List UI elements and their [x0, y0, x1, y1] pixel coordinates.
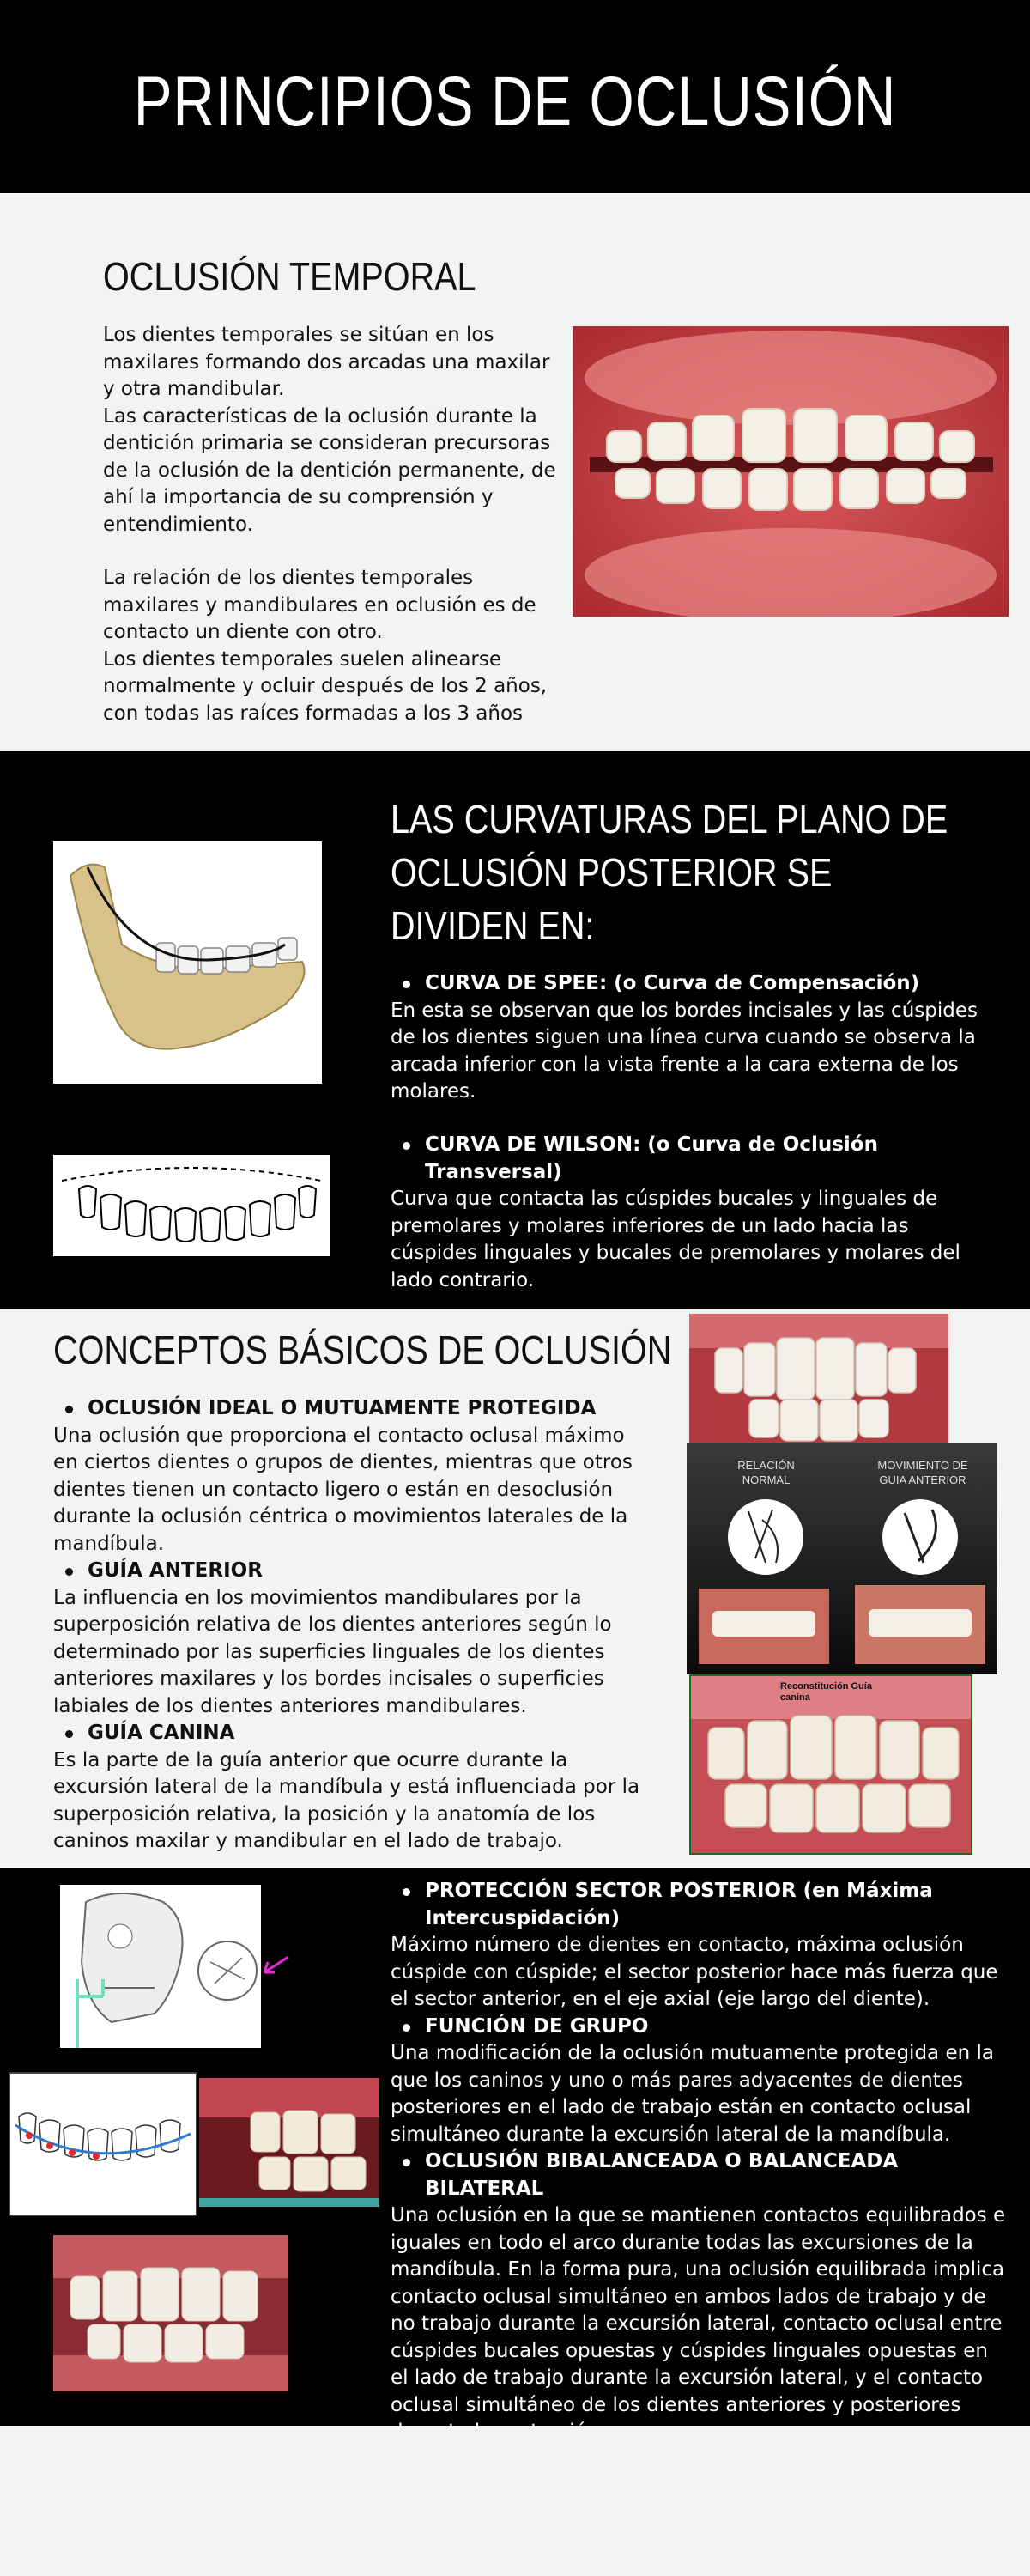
bullet-title: CURVA DE SPEE: (o Curva de Compensación) — [391, 970, 983, 998]
arrow-icon — [258, 1953, 292, 1979]
bullet-text: Es la parte de la guía anterior que ocurre durante la excursión lateral de la mandíbula y está influenciada por la superposición relativa, la posición y la anatomía de los caninos maxilar y mandibular en el lado de trabajo. — [53, 1748, 640, 1852]
primary-teeth-photo — [573, 326, 1009, 617]
paragraph: Los dientes temporales se sitúan en los maxilares formando dos arcadas una maxilar y otra mandibular. — [103, 324, 550, 400]
section-title: LAS CURVATURAS DEL PLANO DE OCLUSIÓN POSTERIOR SE DIVIDEN EN: — [391, 797, 948, 948]
page-title: PRINCIPIOS DE OCLUSIÓN — [133, 63, 897, 141]
group-function-illustration — [9, 2072, 197, 2216]
posterior-text — [391, 1878, 1009, 2446]
paragraph: Las características de la oclusión durante la dentición primaria se consideran precursoras de la oclusión de la dentición permanente, de ahí la importancia de su comprensión y entendimiento. — [103, 404, 556, 536]
section-title: OCLUSIÓN TEMPORAL — [103, 254, 476, 299]
bullet-text: En esta se observan que los bordes incisales y las cúspides de los dientes siguen una línea curva cuando se observa la arcada inferior con la vista frente a la cara externa de los molares. — [391, 999, 978, 1103]
bullet-title: CURVA DE WILSON: (o Curva de Oclusión Transversal) — [391, 1132, 983, 1186]
diagram-label: RELACIÓN NORMAL — [737, 1459, 795, 1486]
curva-spee-block — [391, 970, 983, 1106]
smile-photo — [689, 1314, 948, 1447]
bullet-title: GUÍA ANTERIOR — [53, 1558, 654, 1585]
dental-arch-illustration — [53, 1155, 330, 1256]
curva-wilson-block — [391, 1132, 983, 1294]
bullet-text: Curva que contacta las cúspides bucales y linguales de premolares y molares inferiores de un lado hacia las cúspides linguales y bucales de premolares y molares del lado contrario. — [391, 1188, 960, 1291]
section-proteccion-posterior — [0, 1868, 1030, 2426]
section-title: CONCEPTOS BÁSICOS DE OCLUSIÓN — [53, 1327, 672, 1372]
section-text — [103, 322, 558, 727]
bullet-text: Una modificación de la oclusión mutuamente protegida en la que los caninos y uno o más pares adyacentes de dientes posteriores en el lado de trabajo están en contacto oclusal simultáneo durante la excursión lateral de la mandíbula. — [391, 2042, 994, 2146]
bilateral-balance-photo — [53, 2235, 288, 2391]
canine-guide-photo — [689, 1674, 972, 1855]
bullet-title: FUNCIÓN DE GRUPO — [391, 2014, 1009, 2041]
bullet-text: Una oclusión en la que se mantienen contactos equilibrados e iguales en todo el arco durante todas las excursiones de la mandíbula. En la forma pura, una oclusión equilibrada implica contacto oclusal simultáneo en ambos lados de trabajo y de no trabajo durante la excursión lateral, contacto oclusal entre cúspides bucales opuestas y cúspides linguales opuestas en el lado de trabajo durante la excursión lateral, y el contacto oclusal simultáneo de los dientes anteriores y posteriores — [391, 2204, 1006, 2416]
lateral-teeth-photo — [199, 2078, 379, 2207]
bullet-title: GUÍA CANINA — [53, 1720, 654, 1747]
bullet-text: Máximo número de dientes en contacto, máxima oclusión cúspide con cúspide; el sector posterior hace más fuerza que el sector anterior, en el eje axial (eje largo del diente). — [391, 1934, 998, 2010]
bullet-text: La influencia en los movimientos mandibulares por la superposición relativa de los dientes anteriores según lo determinado por las superficies linguales de los dientes anteriores maxilares y los bordes incisales o superficies labiales de los dientes anteriores mandibulares. — [53, 1586, 612, 1717]
anterior-guide-diagram — [687, 1443, 997, 1674]
paragraph: La relación de los dientes temporales maxilares y mandibulares en oclusión es de contacto un diente con otro. — [103, 567, 536, 643]
section-oclusion-temporal — [0, 193, 1030, 751]
bullet-title: OCLUSIÓN BIBALANCEADA O BALANCEADA BILATERAL — [391, 2148, 1009, 2202]
mandible-illustration — [53, 841, 322, 1084]
header-banner — [0, 0, 1030, 193]
paragraph: Los dientes temporales suelen alinearse normalmente y ocluir después de los 2 años, con todas las raíces formadas a los 3 años — [103, 647, 548, 725]
section-conceptos — [0, 1309, 1030, 1868]
skull-occlusion-illustration — [60, 1885, 261, 2048]
section-curvaturas — [0, 751, 1030, 1309]
footer-blank — [0, 2426, 1030, 2576]
conceptos-text — [53, 1395, 654, 1856]
bullet-title: OCLUSIÓN IDEAL O MUTUAMENTE PROTEGIDA — [53, 1395, 654, 1423]
bullet-title: PROTECCIÓN SECTOR POSTERIOR (en Máxima Intercuspidación) — [391, 1878, 1009, 1932]
photo-label: Reconstitución Guía canina — [780, 1681, 872, 1703]
diagram-label: MOVIMIENTO DE GUIA ANTERIOR — [877, 1459, 968, 1486]
bullet-text: Una oclusión que proporciona el contacto oclusal máximo en ciertos dientes o grupos de dientes, mientras que otros dientes tienen un contacto ligero o están en desoclusión durante la oclusión céntrica o movimientos laterales de la mandíbula. — [53, 1424, 633, 1555]
